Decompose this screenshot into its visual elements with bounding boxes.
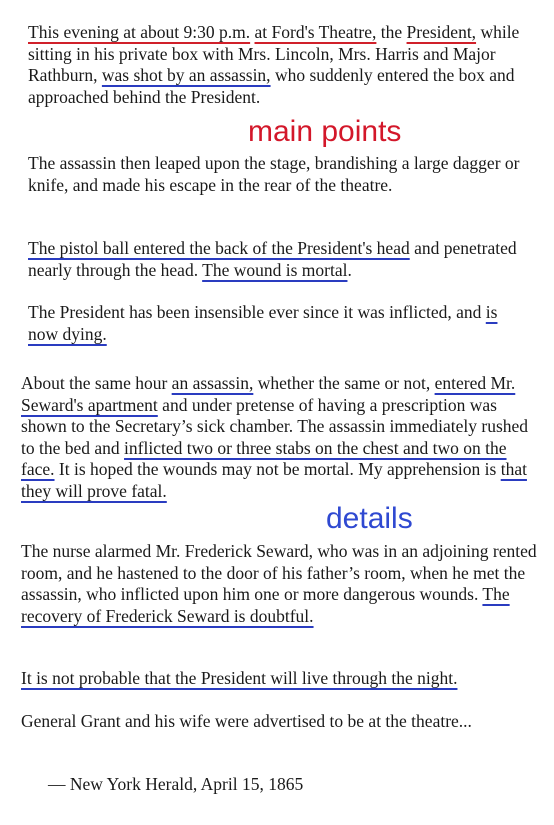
underline-now-dying: is now dying. xyxy=(28,302,498,344)
underline-shot: was shot by an assassin, xyxy=(101,65,271,85)
underline-stabs: inflicted two or three stabs on the chest and two on the face. xyxy=(21,437,507,479)
paragraph-escape xyxy=(28,153,528,196)
text-span: The nurse alarmed Mr. Frederick Seward, who was in an adjoining rented room, and he hastened to the door of his father’s room, when he met the assassin, who inflicted upon him one or more dangerous wounds. xyxy=(21,541,537,604)
text-span: and under pretense of having a prescription was shown to the Secretary’s sick chamber. The assassin immediately rushed to the bed and xyxy=(21,394,529,458)
paragraph-dying xyxy=(28,302,528,345)
text-span: About the same hour xyxy=(21,373,172,393)
text-span: who suddenly entered the box and approached behind the President. xyxy=(28,65,515,107)
text-span: General Grant and his wife were advertised to be at the theatre... xyxy=(21,711,472,731)
underline-recovery-doubtful: The recovery of Frederick Seward is doubtful. xyxy=(21,584,510,626)
underline-seward-apartment: entered Mr. Seward's apartment xyxy=(21,373,516,415)
details-annotation: details xyxy=(326,502,413,535)
underline-an-assassin: an assassin, xyxy=(171,373,254,393)
text-span: the xyxy=(376,22,407,42)
text-span: — New York Herald, April 15, 1865 xyxy=(48,774,304,794)
paragraph-night xyxy=(21,668,541,690)
citation xyxy=(48,774,528,796)
paragraph-frederick-seward xyxy=(21,541,541,627)
text-span: and penetrated nearly through the head. xyxy=(28,238,517,280)
main-points-annotation: main points xyxy=(248,115,402,148)
text-span: while sitting in his private box with Mrs. Lincoln, Mrs. Harris and Major Rathburn, xyxy=(28,22,520,85)
paragraph-grant xyxy=(21,711,541,733)
text-span: The assassin then leaped upon the stage, brandishing a large dagger or knife, and made his escape in the rear of the theatre. xyxy=(28,153,520,195)
underline-prove-fatal: that they will prove fatal. xyxy=(21,459,527,501)
paragraph-seward-attack xyxy=(21,373,541,502)
underline-main-place: at Ford's Theatre, xyxy=(254,22,377,42)
underline-main-president: President, xyxy=(406,22,477,42)
text-span: whether the same or not, xyxy=(253,373,435,393)
underline-pistol-ball: The pistol ball entered the back of the President's head xyxy=(28,238,410,258)
paragraph-opening xyxy=(28,22,528,108)
underline-main-time: This evening at about 9:30 p.m. xyxy=(28,22,251,42)
text-span: The President has been insensible ever since it was inflicted, and xyxy=(28,302,486,322)
underline-wound-mortal: The wound is mortal xyxy=(202,259,348,280)
paragraph-wound xyxy=(28,238,528,281)
text-span: . xyxy=(347,259,352,280)
text-span: It is hoped the wounds may not be mortal. My apprehension is xyxy=(54,459,501,479)
underline-not-probable: It is not probable that the President will live through the night. xyxy=(21,668,458,688)
